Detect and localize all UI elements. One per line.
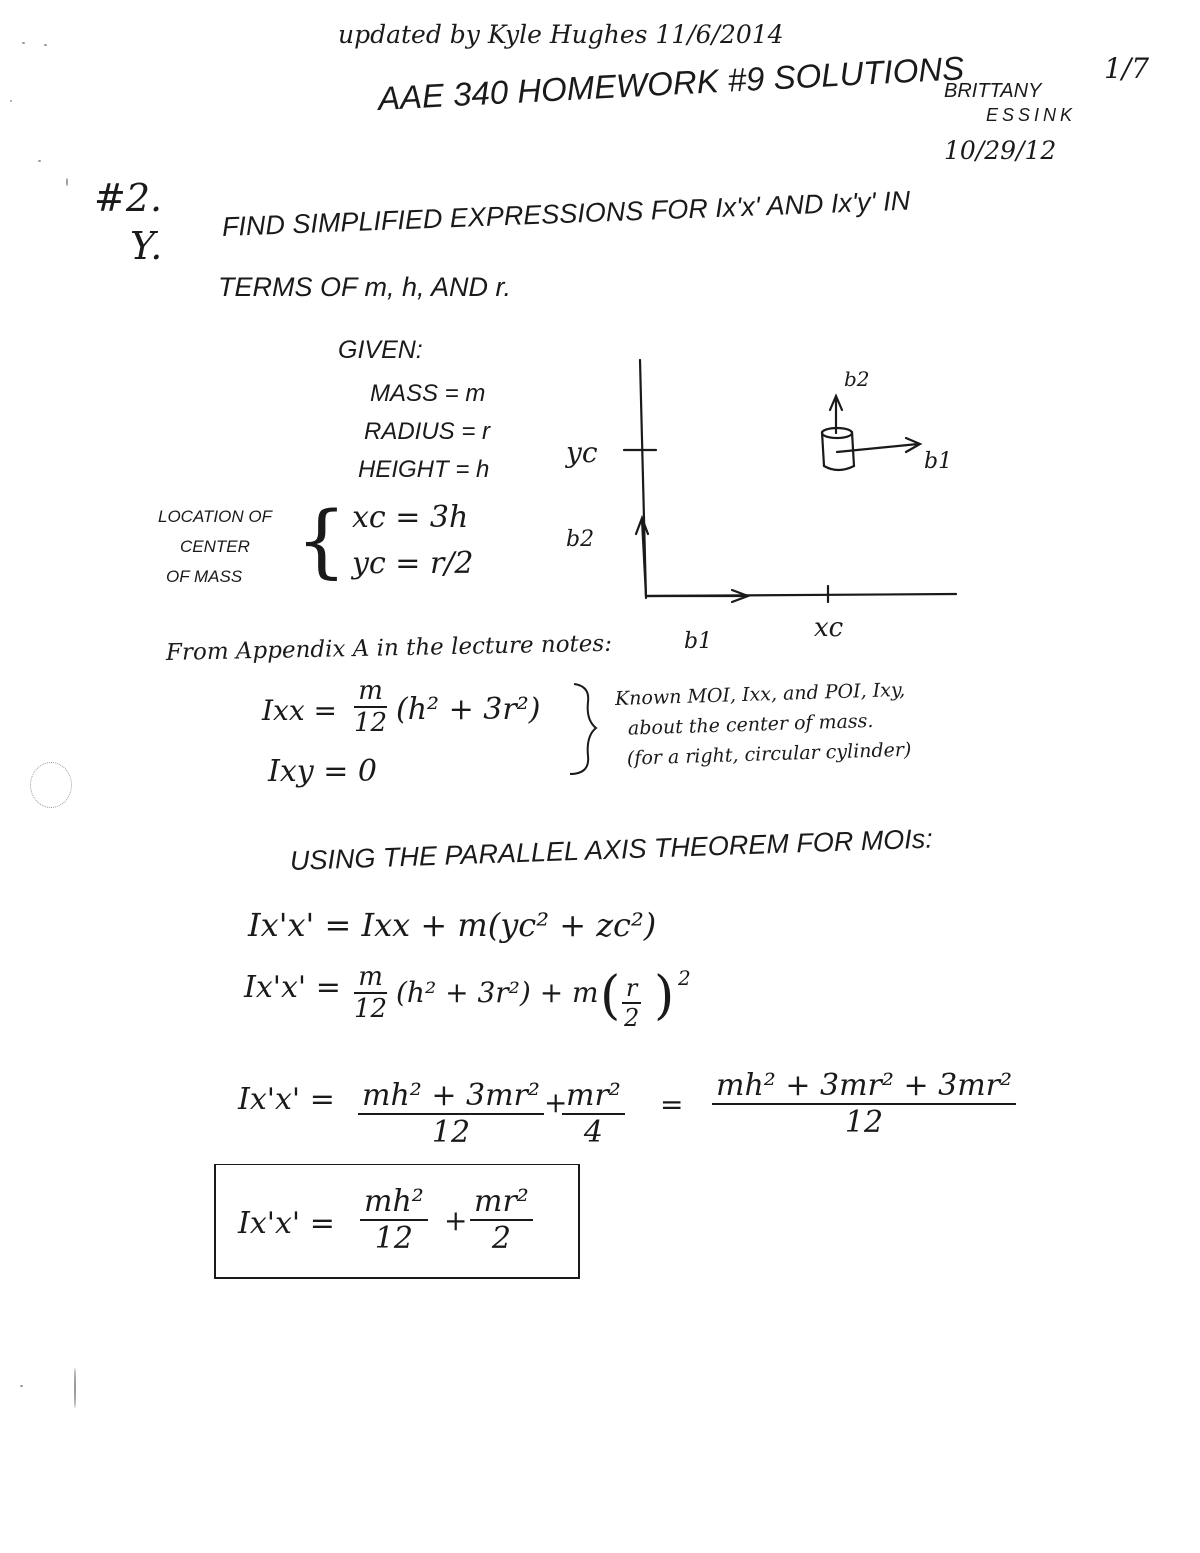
coordinate-diagram (560, 340, 970, 660)
problem-statement-line-1: FIND SIMPLIFIED EXPRESSIONS FOR Ix'x' AND Ix'y' IN (221, 185, 911, 242)
appendix-note-line-3: (for a right, circular cylinder) (626, 738, 912, 770)
appendix-note (615, 675, 912, 774)
result-fraction-2-denominator: 2 (491, 1221, 511, 1256)
b1-arrow-right (837, 438, 920, 452)
equation-3-fraction-2-numerator: mr² (562, 1078, 625, 1115)
result-fraction-1-numerator: mh² (360, 1184, 428, 1221)
equation-2-paren-open: ( (600, 966, 621, 1026)
scan-speck (38, 160, 41, 162)
result-fraction-2-numerator: mr² (470, 1184, 533, 1221)
equation-2-paren-fraction (620, 974, 643, 1032)
result-fraction-1-denominator: 12 (374, 1221, 413, 1256)
equation-2-paren-denominator: 2 (624, 1004, 640, 1032)
given-height: HEIGHT = h (358, 456, 490, 483)
equation-3-fraction-3-numerator: mh² + 3mr² + 3mr² (712, 1068, 1016, 1105)
location-brace: { (296, 494, 347, 587)
problem-part: Y. (130, 224, 163, 268)
equation-1: Ix'x' = Ixx + m(yc² + zc²) (248, 906, 657, 944)
equation-3-fraction-2 (562, 1078, 625, 1150)
diagram-b1-bottom-label: b1 (684, 629, 713, 654)
equation-3-fraction-1-denominator: 12 (431, 1115, 471, 1150)
given-radius: RADIUS = r (364, 418, 491, 445)
equation-3-fraction-2-denominator: 4 (583, 1115, 603, 1150)
b1-arrow-bottom (646, 590, 748, 602)
result-lhs: Ix'x' = (238, 1206, 335, 1241)
scan-speck (44, 44, 47, 46)
theorem-heading: USING THE PARALLEL AXIS THEOREM FOR MOIs: (289, 823, 934, 876)
equation-3-fraction-3 (712, 1068, 1016, 1140)
updated-note: updated by Kyle Hughes 11/6/2014 (338, 20, 784, 49)
given-heading: GIVEN: (338, 336, 423, 364)
given-mass: MASS = m (370, 380, 486, 407)
scan-speck (22, 42, 25, 44)
equation-3-plus: + (544, 1086, 568, 1119)
appendix-note-line-2: about the center of mass. (627, 709, 874, 740)
ixx-fraction-numerator: m (354, 676, 387, 708)
equation-2-rhs: (h² + 3r²) + m (396, 976, 599, 1009)
equation-3-fraction-1 (358, 1078, 544, 1150)
b2-arrow-left (636, 518, 648, 596)
diagram-b2-left-label: b2 (566, 527, 595, 552)
ixx-fraction (350, 676, 391, 738)
appendix-note-line-1: Known MOI, Ixx, and POI, Ixy, (614, 678, 906, 711)
equation-2-fraction (350, 962, 391, 1024)
location-label-line-1: LOCATION OF (158, 507, 272, 526)
diagram-yc-label: yc (566, 436, 598, 469)
equation-2-exponent: 2 (678, 966, 691, 990)
diagram-xc-label: xc (814, 613, 844, 643)
note-bracket (560, 680, 600, 780)
ixx-lhs: Ixx = (262, 694, 338, 727)
scan-speck (10, 100, 12, 102)
equation-2-fraction-numerator: m (354, 962, 387, 994)
diagram-b2-top-label: b2 (844, 367, 870, 391)
ixx-rhs: (h² + 3r²) (396, 692, 541, 727)
result-fraction-2 (470, 1184, 533, 1256)
location-label-line-3: OF MASS (166, 567, 243, 586)
author-last-name: ESSINK (986, 105, 1077, 125)
page-number: 1/7 (1104, 52, 1150, 85)
punch-hole (30, 762, 72, 808)
scan-speck (66, 178, 68, 186)
equation-3-equals: = (660, 1088, 684, 1121)
equation-2-paren-numerator: r (622, 974, 641, 1004)
author-first-name: BRITTANY (944, 80, 1042, 102)
given-yc: yc = r/2 (352, 546, 474, 581)
given-xc: xc = 3h (352, 500, 469, 535)
problem-statement-line-2: TERMS OF m, h, AND r. (218, 272, 512, 302)
page-title: AAE 340 HOMEWORK #9 SOLUTIONS (377, 49, 965, 117)
location-label-line-2: CENTER (180, 537, 250, 556)
ixx-fraction-denominator: 12 (354, 708, 388, 738)
scan-speck (20, 1385, 23, 1387)
result-fraction-1 (360, 1184, 428, 1256)
appendix-intro: From Appendix A in the lecture notes: (165, 630, 613, 666)
equation-2-lhs: Ix'x' = (244, 970, 341, 1005)
equation-3-lhs: Ix'x' = (238, 1082, 335, 1117)
scan-speck (74, 1368, 76, 1408)
problem-number: #2. (94, 176, 163, 220)
ixy-equation: Ixy = 0 (268, 754, 378, 789)
diagram-b1-right-label: b1 (924, 449, 953, 474)
result-plus: + (444, 1204, 468, 1237)
equation-2-fraction-denominator: 12 (354, 994, 388, 1024)
location-label (158, 502, 272, 592)
author-date: 10/29/12 (944, 136, 1057, 165)
equation-3-fraction-3-denominator: 12 (844, 1105, 884, 1140)
equation-2-paren-close: ) (654, 966, 675, 1026)
equation-3-fraction-1-numerator: mh² + 3mr² (358, 1078, 544, 1115)
